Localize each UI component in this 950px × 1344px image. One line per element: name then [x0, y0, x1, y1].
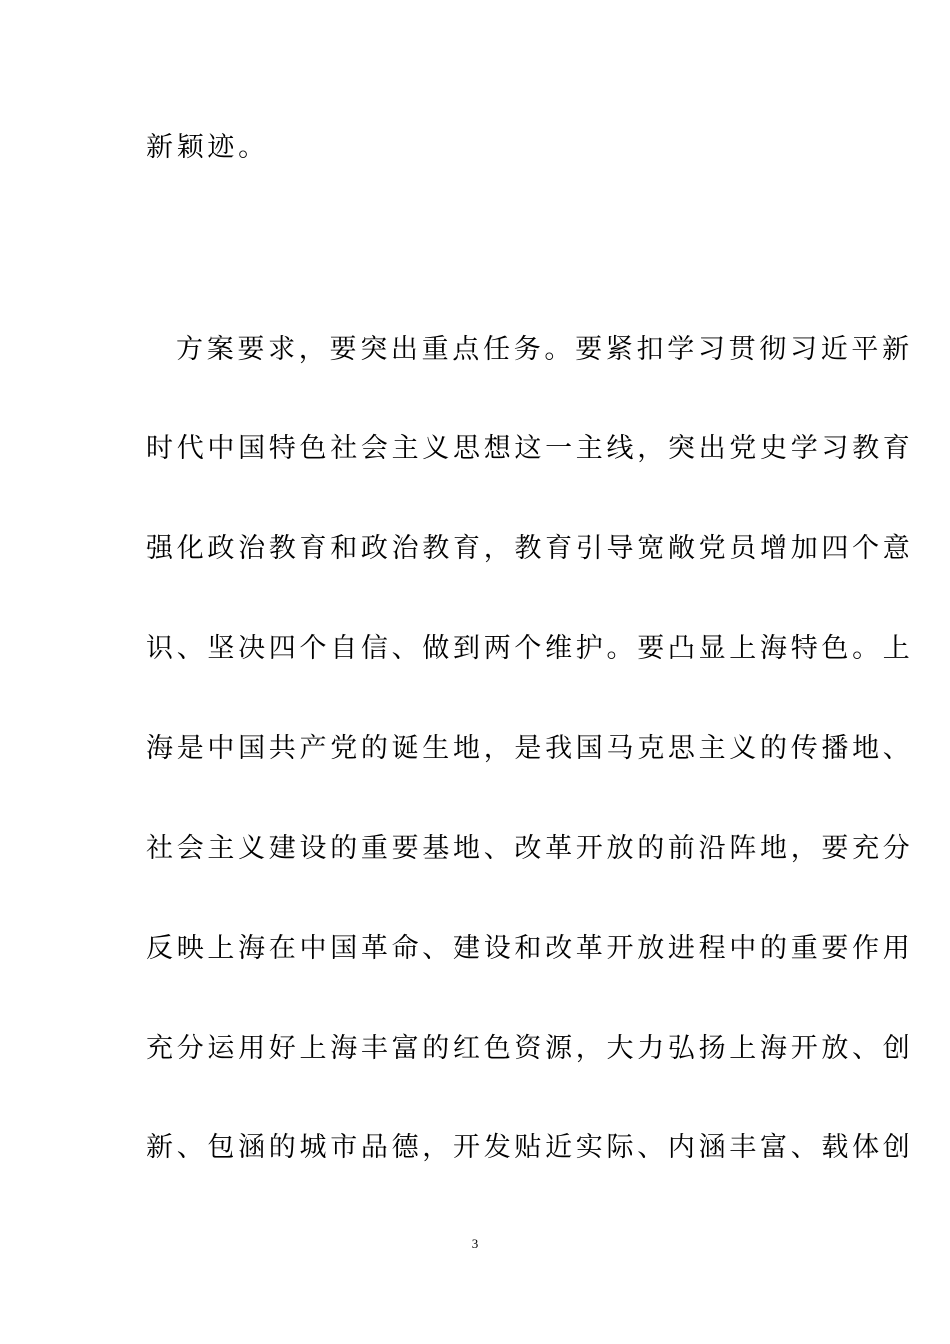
page-number: 3	[471, 1236, 479, 1251]
text-line: 识、坚决四个自信、做到两个维护。要凸显上海特色。上	[146, 633, 914, 664]
text-line: 充分运用好上海丰富的红色资源，大力弘扬上海开放、创	[146, 1033, 914, 1064]
text-line: 强化政治教育和政治教育，教育引导宽敞党员增加四个意	[146, 533, 914, 564]
text-line: 新颖迹。	[146, 132, 269, 163]
text-line: 反映上海在中国革命、建设和改革开放进程中的重要作用	[146, 933, 914, 964]
text-line: 社会主义建设的重要基地、改革开放的前沿阵地，要充分	[146, 833, 914, 864]
text-line: 海是中国共产党的诞生地，是我国马克思主义的传播地、	[146, 733, 914, 764]
paragraph-first-line: 方案要求，要突出重点任务。要紧扣学习贯彻习近平新	[176, 334, 913, 365]
text-line: 时代中国特色社会主义思想这一主线，突出党史学习教育	[146, 433, 914, 464]
text-line: 新、包涵的城市品德，开发贴近实际、内涵丰富、载体创	[146, 1132, 914, 1163]
